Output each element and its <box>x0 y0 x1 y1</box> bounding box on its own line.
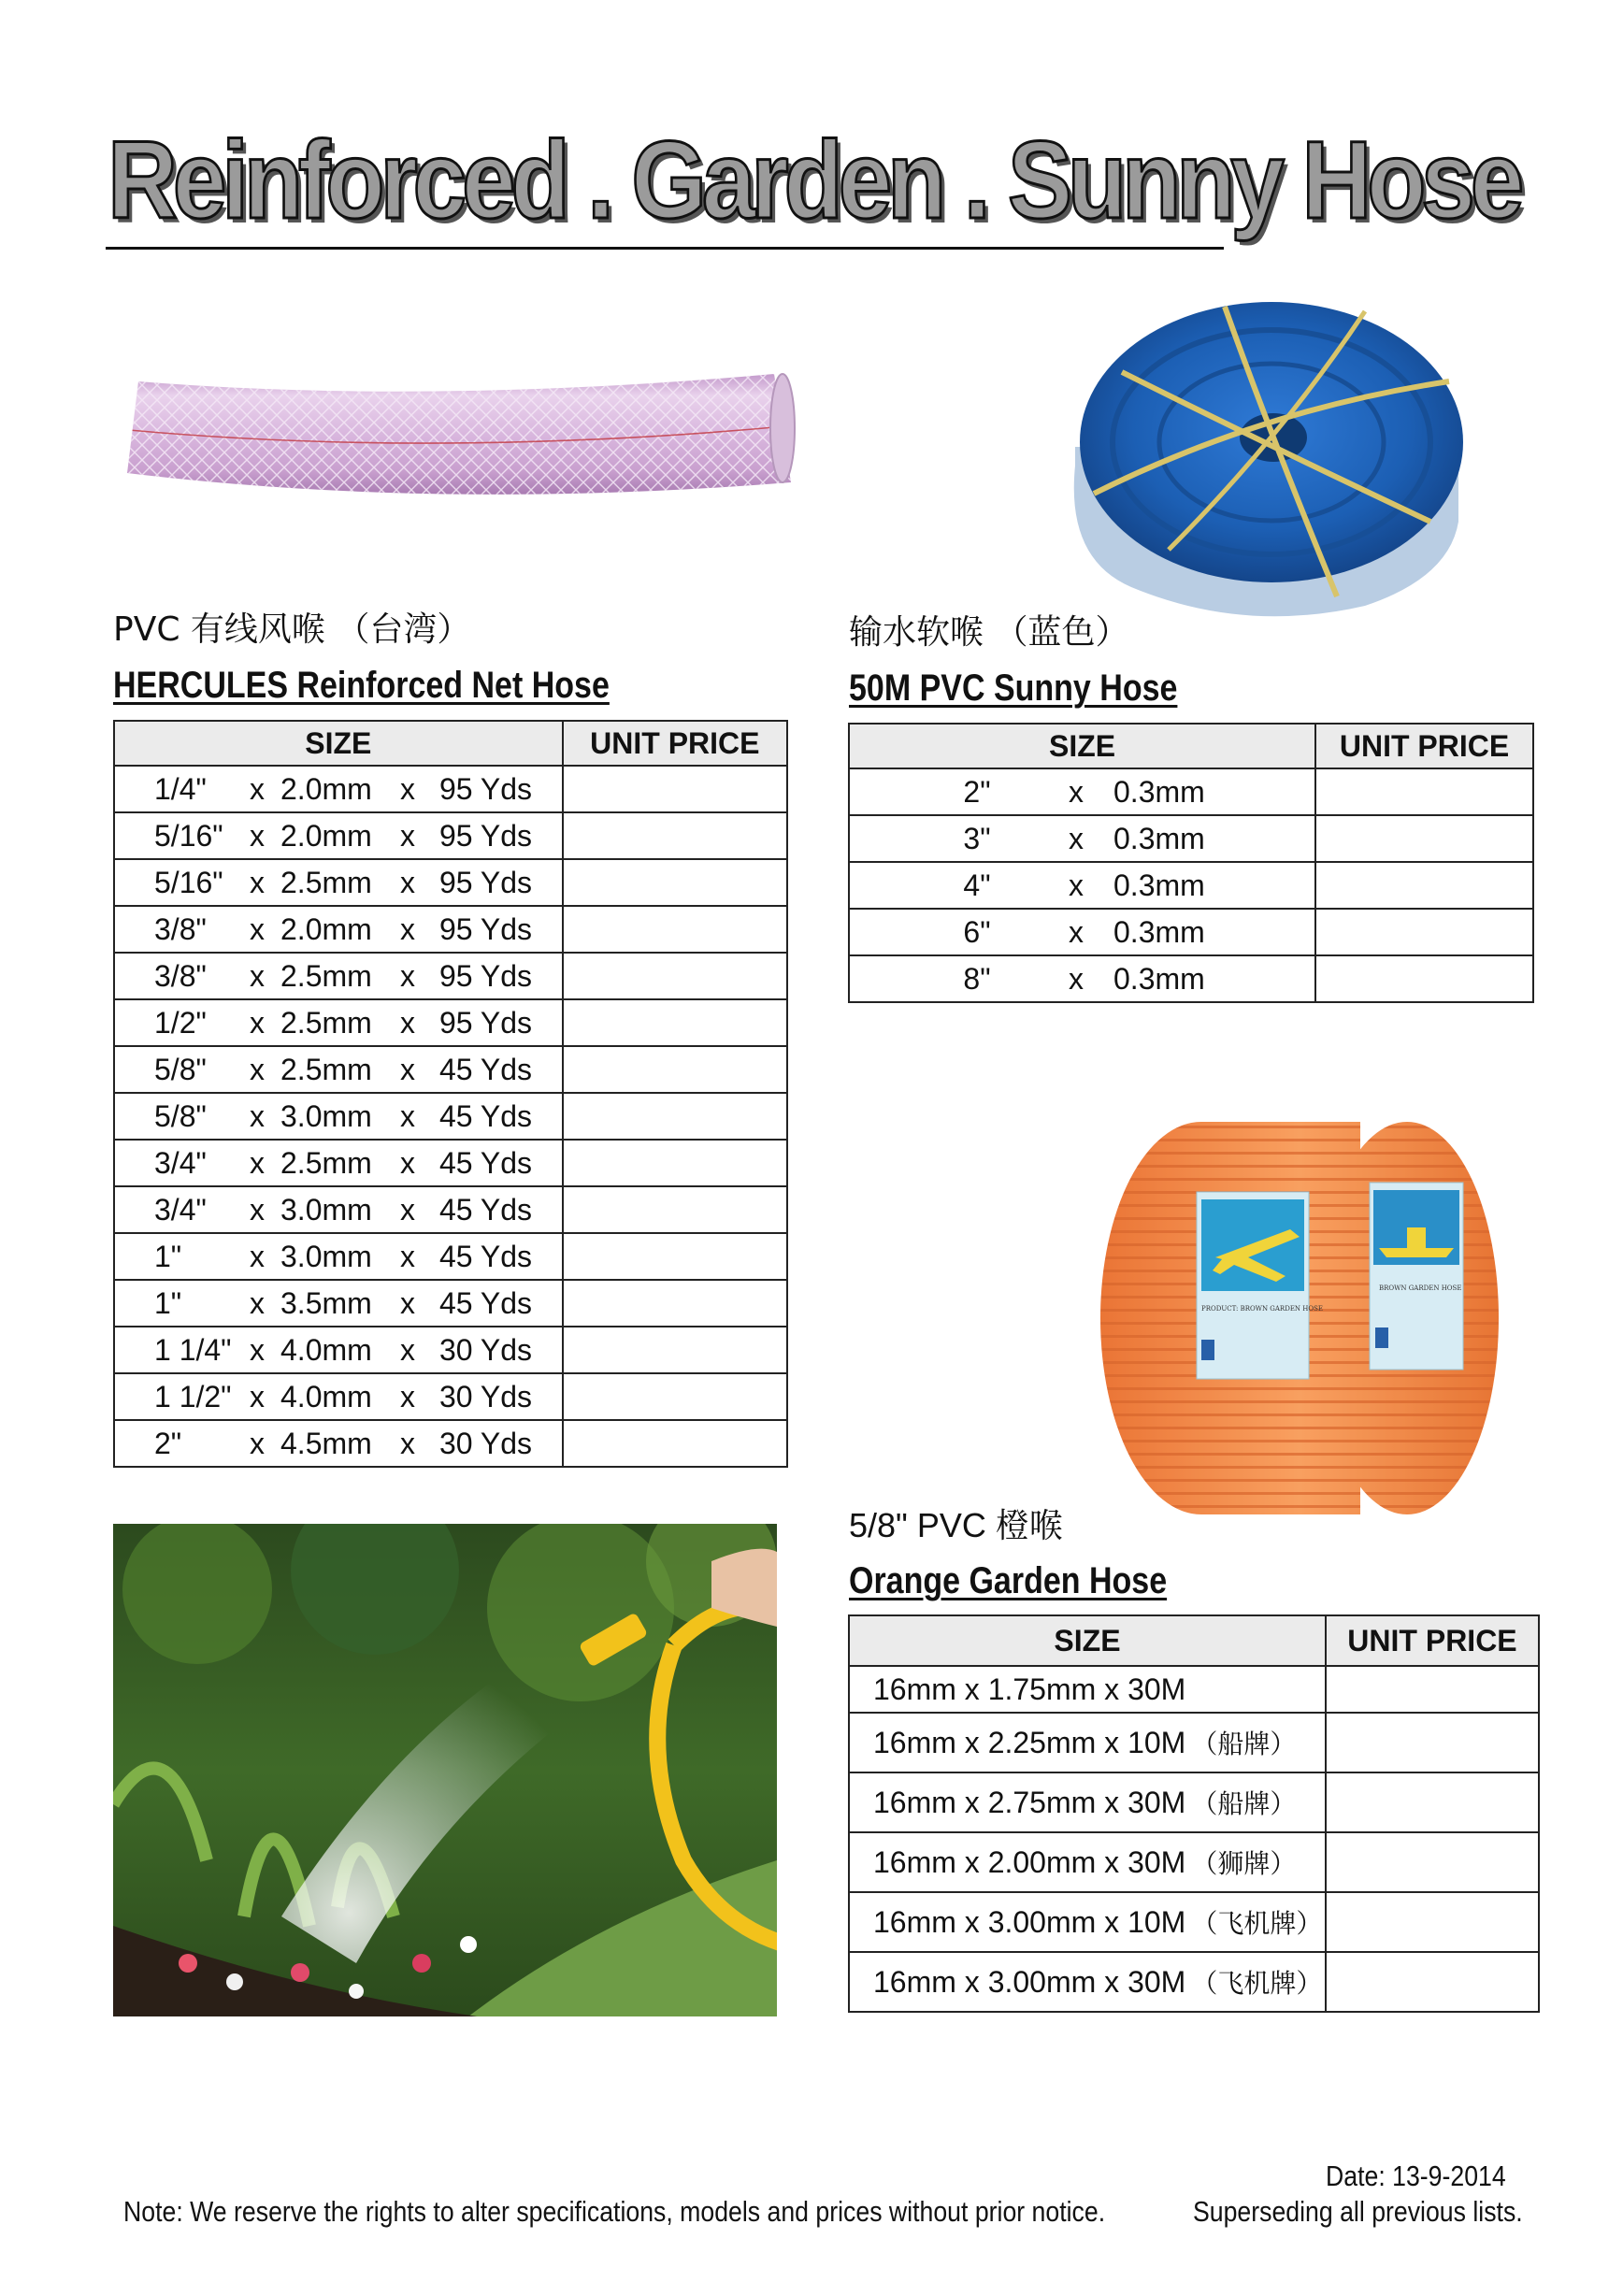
table-row <box>849 1832 1539 1892</box>
table-row <box>849 815 1533 862</box>
wall-thickness: 3.0mm <box>280 1192 372 1227</box>
table-row <box>849 1772 1539 1832</box>
unit-price-cell <box>563 1420 787 1467</box>
times-sign: x <box>250 818 265 853</box>
diameter: 5/8" <box>154 1052 207 1086</box>
unit-price-cell <box>1326 1772 1539 1832</box>
table-row <box>114 859 787 906</box>
unit-price-cell <box>1315 815 1533 862</box>
wall-thickness: 2.5mm <box>280 1145 372 1180</box>
table-row <box>114 1140 787 1186</box>
diameter: 1 1/4" <box>154 1332 232 1367</box>
size-cell <box>114 1373 563 1420</box>
diameter: 5/16" <box>154 818 223 853</box>
table-row <box>114 766 787 812</box>
unit-price-cell <box>563 1373 787 1420</box>
size-text: 16mm x 1.75mm x 30M <box>873 1672 1186 1706</box>
diameter: 2" <box>963 774 991 809</box>
net-hose-image <box>120 363 802 526</box>
length: 45 Yds <box>439 1239 533 1273</box>
brand-label: （船牌） <box>1191 1729 1297 1759</box>
unit-price-header: UNIT PRICE <box>1315 724 1533 768</box>
diameter: 3/4" <box>154 1145 207 1180</box>
size-text: 16mm x 2.00mm x 30M <box>873 1845 1186 1879</box>
hercules-price-table <box>113 720 788 1468</box>
times-sign: x <box>250 1426 265 1460</box>
times-sign: x <box>400 818 415 853</box>
unit-price-cell <box>563 859 787 906</box>
diameter: 1/4" <box>154 771 207 806</box>
size-cell <box>849 862 1315 909</box>
thickness: 0.3mm <box>1113 868 1205 902</box>
sunny-title-en: 50M PVC Sunny Hose <box>849 667 1178 709</box>
length: 30 Yds <box>439 1379 533 1413</box>
footer-date: Date: 13-9-2014 <box>1326 2160 1506 2192</box>
diameter: 4" <box>963 868 991 902</box>
wall-thickness: 2.5mm <box>280 958 372 993</box>
footer-note: Note: We reserve the rights to alter specifications, models and prices without prior notice. <box>123 2195 1106 2228</box>
page-title: Reinforced . Garden . Sunny Hose <box>108 119 1520 242</box>
diameter: 3/4" <box>154 1192 207 1227</box>
size-cell <box>114 1186 563 1233</box>
times-sign: x <box>400 1332 415 1367</box>
length: 45 Yds <box>439 1192 533 1227</box>
times-sign: x <box>400 1192 415 1227</box>
times-sign: x <box>250 1145 265 1180</box>
wall-thickness: 2.0mm <box>280 771 372 806</box>
table-row <box>114 906 787 953</box>
size-text: 16mm x 2.25mm x 10M <box>873 1726 1186 1759</box>
wall-thickness: 3.0mm <box>280 1098 372 1133</box>
times-sign: x <box>250 771 265 806</box>
unit-price-cell <box>1315 955 1533 1002</box>
thickness: 0.3mm <box>1113 821 1205 855</box>
size-cell <box>114 1280 563 1327</box>
times-sign: x <box>250 1285 265 1320</box>
times-sign: x <box>400 1098 415 1133</box>
times-sign: x <box>250 1052 265 1086</box>
unit-price-cell <box>1326 1832 1539 1892</box>
size-cell <box>849 1892 1326 1952</box>
size-cell <box>114 953 563 999</box>
unit-price-cell <box>563 1046 787 1093</box>
times-sign: x <box>400 1379 415 1413</box>
times-sign: x <box>400 1052 415 1086</box>
size-header: SIZE <box>849 1615 1326 1666</box>
diameter: 1" <box>154 1239 182 1273</box>
times-sign: x <box>1069 868 1084 902</box>
size-cell <box>114 1140 563 1186</box>
times-sign: x <box>1069 774 1084 809</box>
unit-price-cell <box>563 1140 787 1186</box>
diameter: 3/8" <box>154 958 207 993</box>
times-sign: x <box>400 1239 415 1273</box>
sunny-hose-image <box>1056 288 1479 628</box>
unit-price-cell <box>1326 1952 1539 2012</box>
unit-price-cell <box>563 1093 787 1140</box>
times-sign: x <box>250 1332 265 1367</box>
unit-price-cell <box>1326 1892 1539 1952</box>
times-sign: x <box>250 1379 265 1413</box>
diameter: 2" <box>154 1426 182 1460</box>
table-row <box>114 812 787 859</box>
table-row <box>849 1892 1539 1952</box>
thickness: 0.3mm <box>1113 914 1205 949</box>
size-cell <box>114 1233 563 1280</box>
orange-title-en: Orange Garden Hose <box>849 1560 1168 1601</box>
table-row <box>849 1713 1539 1772</box>
table-row <box>114 1327 787 1373</box>
diameter: 5/16" <box>154 865 223 899</box>
orange-price-table <box>848 1614 1540 2013</box>
size-header: SIZE <box>114 721 563 766</box>
diameter: 3/8" <box>154 911 207 946</box>
brand-label: （船牌） <box>1191 1788 1297 1819</box>
times-sign: x <box>1069 914 1084 949</box>
unit-price-cell <box>563 1233 787 1280</box>
table-row <box>114 1046 787 1093</box>
unit-price-cell <box>1315 909 1533 955</box>
orange-hose-image <box>1099 1117 1501 1519</box>
length: 95 Yds <box>439 958 533 993</box>
length: 45 Yds <box>439 1052 533 1086</box>
length: 95 Yds <box>439 771 533 806</box>
length: 95 Yds <box>439 865 533 899</box>
length: 45 Yds <box>439 1285 533 1320</box>
thickness: 0.3mm <box>1113 774 1205 809</box>
table-row <box>114 953 787 999</box>
unit-price-cell <box>563 766 787 812</box>
length: 45 Yds <box>439 1145 533 1180</box>
brand-label: （狮牌） <box>1191 1848 1297 1879</box>
size-cell <box>849 1832 1326 1892</box>
title-underline <box>106 247 1224 250</box>
size-cell <box>849 1713 1326 1772</box>
size-cell <box>114 906 563 953</box>
brand-label: （飞机牌） <box>1191 1908 1323 1939</box>
unit-price-cell <box>563 1327 787 1373</box>
diameter: 8" <box>963 961 991 996</box>
wall-thickness: 4.0mm <box>280 1332 372 1367</box>
unit-price-cell <box>563 999 787 1046</box>
table-row <box>849 955 1533 1002</box>
size-header: SIZE <box>849 724 1315 768</box>
brand-label: （飞机牌） <box>1191 1968 1323 1999</box>
size-cell <box>114 999 563 1046</box>
table-row <box>114 1280 787 1327</box>
size-cell <box>114 859 563 906</box>
times-sign: x <box>400 1285 415 1320</box>
times-sign: x <box>250 1192 265 1227</box>
size-text: 16mm x 3.00mm x 30M <box>873 1965 1186 1999</box>
unit-price-header: UNIT PRICE <box>563 721 787 766</box>
diameter: 1/2" <box>154 1005 207 1040</box>
diameter: 1" <box>154 1285 182 1320</box>
unit-price-cell <box>1326 1666 1539 1713</box>
garden-watering-photo <box>113 1524 777 2016</box>
times-sign: x <box>400 1005 415 1040</box>
length: 95 Yds <box>439 1005 533 1040</box>
unit-price-cell <box>563 1186 787 1233</box>
length: 95 Yds <box>439 818 533 853</box>
wall-thickness: 4.5mm <box>280 1426 372 1460</box>
diameter: 6" <box>963 914 991 949</box>
orange-title-cn: 5/8" PVC 橙喉 <box>849 1506 1063 1544</box>
size-cell <box>849 1772 1326 1832</box>
length: 30 Yds <box>439 1332 533 1367</box>
hercules-title-cn: PVC 有线风喉 （台湾） <box>113 610 471 649</box>
wall-thickness: 3.0mm <box>280 1239 372 1273</box>
times-sign: x <box>400 1145 415 1180</box>
size-cell <box>849 955 1315 1002</box>
times-sign: x <box>250 911 265 946</box>
times-sign: x <box>1069 961 1084 996</box>
sunny-price-table <box>848 723 1534 1003</box>
size-cell <box>114 812 563 859</box>
diameter: 1 1/2" <box>154 1379 232 1413</box>
length: 45 Yds <box>439 1098 533 1133</box>
length: 30 Yds <box>439 1426 533 1460</box>
wall-thickness: 2.5mm <box>280 1005 372 1040</box>
table-row <box>849 768 1533 815</box>
unit-price-cell <box>1315 768 1533 815</box>
table-row <box>114 1233 787 1280</box>
times-sign: x <box>250 1098 265 1133</box>
wall-thickness: 2.5mm <box>280 1052 372 1086</box>
wall-thickness: 2.0mm <box>280 911 372 946</box>
table-row <box>114 1420 787 1467</box>
times-sign: x <box>250 1005 265 1040</box>
size-cell <box>849 1952 1326 2012</box>
times-sign: x <box>250 865 265 899</box>
wall-thickness: 3.5mm <box>280 1285 372 1320</box>
times-sign: x <box>400 911 415 946</box>
size-cell <box>849 768 1315 815</box>
size-cell <box>114 1046 563 1093</box>
size-text: 16mm x 2.75mm x 30M <box>873 1786 1186 1819</box>
unit-price-cell <box>563 1280 787 1327</box>
table-row <box>114 1186 787 1233</box>
table-row <box>114 1373 787 1420</box>
table-row <box>849 1952 1539 2012</box>
times-sign: x <box>1069 821 1084 855</box>
size-cell <box>849 1666 1326 1713</box>
sunny-title-cn: 输水软喉 （蓝色） <box>849 613 1129 652</box>
size-cell <box>114 1093 563 1140</box>
table-row <box>114 1093 787 1140</box>
table-row <box>849 862 1533 909</box>
wall-thickness: 2.5mm <box>280 865 372 899</box>
times-sign: x <box>400 771 415 806</box>
size-cell <box>114 1327 563 1373</box>
size-cell <box>114 766 563 812</box>
times-sign: x <box>400 865 415 899</box>
table-row <box>849 1666 1539 1713</box>
unit-price-cell <box>563 906 787 953</box>
times-sign: x <box>250 958 265 993</box>
unit-price-cell <box>563 812 787 859</box>
table-row <box>114 999 787 1046</box>
size-cell <box>849 909 1315 955</box>
times-sign: x <box>400 1426 415 1460</box>
wall-thickness: 2.0mm <box>280 818 372 853</box>
size-text: 16mm x 3.00mm x 10M <box>873 1905 1186 1939</box>
unit-price-header: UNIT PRICE <box>1326 1615 1539 1666</box>
wall-thickness: 4.0mm <box>280 1379 372 1413</box>
length: 95 Yds <box>439 911 533 946</box>
size-cell <box>849 815 1315 862</box>
diameter: 3" <box>963 821 991 855</box>
times-sign: x <box>400 958 415 993</box>
table-row <box>849 909 1533 955</box>
unit-price-cell <box>1326 1713 1539 1772</box>
unit-price-cell <box>1315 862 1533 909</box>
right-package-label: BROWN GARDEN HOSE <box>1379 1284 1462 1292</box>
footer-supersede: Superseding all previous lists. <box>1193 2195 1523 2228</box>
hercules-title-en: HERCULES Reinforced Net Hose <box>113 665 610 706</box>
left-package-label: PRODUCT: BROWN GARDEN HOSE <box>1201 1305 1324 1313</box>
size-cell <box>114 1420 563 1467</box>
diameter: 5/8" <box>154 1098 207 1133</box>
unit-price-cell <box>563 953 787 999</box>
thickness: 0.3mm <box>1113 961 1205 996</box>
times-sign: x <box>250 1239 265 1273</box>
